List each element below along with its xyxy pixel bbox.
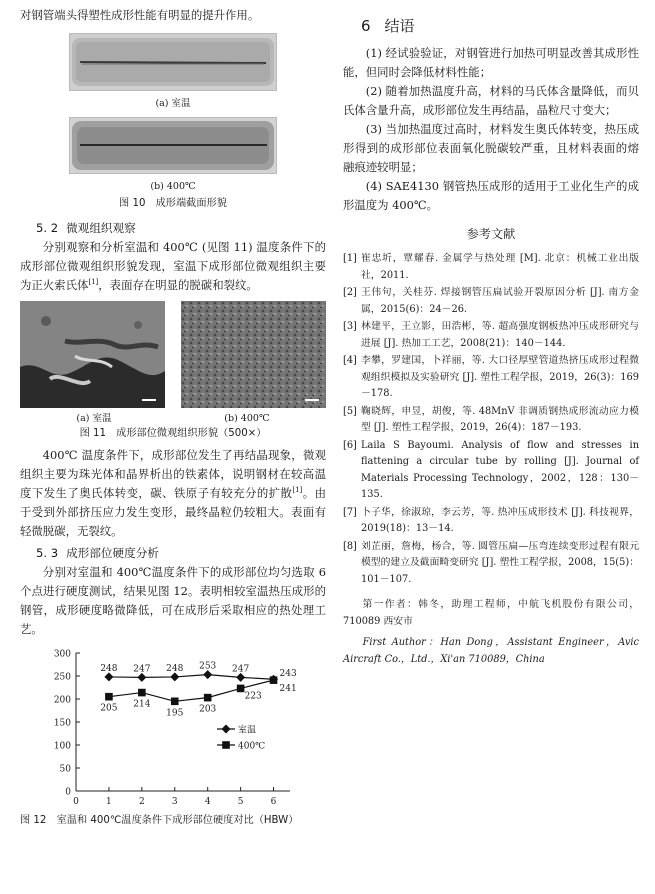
- fig11-sub-b: (b) 400℃: [224, 413, 270, 424]
- conclusion-item: (2) 随着加热温度升高，材料的马氏体含量降低，而贝氏体含量升高，成形部位发生再结晶，晶粒尺寸变大；: [343, 84, 639, 117]
- section-number: 5. 3: [36, 546, 59, 560]
- x-tick-label: 2: [138, 797, 145, 807]
- data-label: 243: [279, 669, 297, 680]
- section-title: 微观组织观察: [66, 221, 136, 235]
- data-label: 214: [133, 699, 151, 710]
- data-label: 223: [244, 691, 262, 702]
- reference-item: [343, 505, 639, 538]
- cross-section-room-temp-graphic: [70, 34, 276, 90]
- reference-text: Laila S Bayoumi. Analysis of flow and stresses in flattening a circular tube by rolling [J]. Journal of Materials Processing Technology，2002，128：130－135.: [361, 439, 639, 500]
- left-column: [20, 6, 326, 829]
- data-label: 247: [232, 664, 250, 675]
- author-note-en: First Author：Han Dong，Assistant Engineer，Avic Aircraft Co.，Ltd.，Xi'an 710089，China: [343, 637, 639, 665]
- fig11-sub-a: (a) 室温: [76, 413, 112, 424]
- reference-text: 李攀，罗建国，卜祥丽，等. 大口径厚壁管道热挤压成形过程微观组织模拟及实验研究 [J]. 塑性工程学报，2019，26(3)：169－178.: [361, 355, 639, 399]
- data-label: 203: [199, 704, 217, 715]
- data-label: 195: [166, 708, 184, 719]
- micrograph-400c-graphic: [181, 301, 326, 408]
- heading-title: 结语: [384, 17, 415, 35]
- series-line-1: [109, 675, 274, 680]
- x-tick-label: 1: [106, 797, 112, 807]
- para-text: 。由于受到外部挤压应力发生变形，最终晶粒仍较粗大。表面有轻微脱碳，无裂纹。: [20, 486, 326, 538]
- references-title: 参考文献: [466, 227, 516, 241]
- data-point: [105, 693, 113, 701]
- citation: [1]: [88, 278, 99, 287]
- conclusion-item: (1) 经试验验证，对钢管进行加热可明显改善其成形性能，但同时会降低材料性能；: [343, 46, 639, 79]
- conclusions-list: [343, 44, 639, 215]
- reference-number: [8]: [343, 540, 357, 552]
- data-label: 205: [100, 703, 118, 714]
- data-label: 248: [166, 663, 184, 674]
- cross-section-400c-graphic: [70, 118, 276, 173]
- data-label: 241: [279, 684, 297, 695]
- reference-text: 卜子华，徐淑琼，李云芳，等. 热冲压成形技术 [J]. 科技视界，2019(18)：13－14.: [361, 506, 639, 534]
- fig11-title: 图 11 成形部位微观组织形貌（500×）: [79, 428, 267, 439]
- y-tick-label: 200: [53, 695, 71, 706]
- cross-section-photo-400c: [69, 117, 277, 174]
- data-label: 248: [100, 663, 118, 674]
- reference-item: [343, 539, 639, 589]
- legend-marker: [222, 725, 231, 734]
- reference-item: [343, 251, 639, 284]
- data-point: [204, 694, 212, 702]
- section-title: 成形部位硬度分析: [66, 546, 159, 560]
- reference-number: [5]: [343, 405, 357, 417]
- para-text: 400℃ 温度条件下，成形部位发生了再结晶现象，微观组织主要为珠光体和晶界析出的铁素体，说明钢材在较高温度下发生了奥氏体转变，碳、铁原子有较充分的扩散: [20, 448, 326, 500]
- data-label: 247: [133, 664, 151, 675]
- legend-label: 室温: [238, 725, 257, 736]
- references-list: [343, 251, 639, 588]
- y-tick-label: 300: [53, 649, 71, 660]
- reference-number: [2]: [343, 287, 357, 298]
- data-point: [138, 689, 146, 697]
- y-tick-label: 250: [53, 672, 71, 683]
- fig10-title: 图 10 成形端截面形貌: [119, 198, 227, 209]
- para-text: 分别观察和分析室温和 400℃ (见图 11) 温度条件下的成形部位微观组织形貌发现，室温下成形部位微观组织主要为正火索氏体: [20, 240, 326, 292]
- y-tick-label: 150: [53, 718, 71, 729]
- micrograph-400c: [181, 301, 326, 408]
- legend-label: 400℃: [238, 741, 266, 752]
- reference-item: [343, 404, 639, 437]
- micrograph-room-temp: [20, 301, 165, 408]
- reference-number: [6]: [343, 439, 357, 451]
- reference-text: 林建平，王立影，田浩彬，等. 超高强度钢板热冲压成形研究与进展 [J]. 热加工工艺，2008(21)：140－144.: [361, 321, 639, 349]
- x-tick-label: 0: [73, 797, 79, 807]
- reference-text: 鞠晓辉，申昱，胡俊，等. 48MnV 非调质钢热成形流动应力模型 [J]. 塑性工程学报，2019，26(4)：187－193.: [361, 405, 639, 433]
- legend-marker: [222, 741, 230, 749]
- y-tick-label: 0: [65, 787, 71, 798]
- reference-number: [3]: [343, 321, 357, 332]
- reference-item: [343, 319, 639, 352]
- para-text: ，表面存在明显的脱碳和裂纹。: [98, 278, 258, 292]
- fig11-sub-caption-row: [20, 412, 326, 426]
- section-5-3-heading: [36, 543, 326, 563]
- reference-item: [343, 353, 639, 403]
- y-tick-label: 100: [53, 741, 71, 752]
- micrograph-row: [20, 301, 326, 408]
- x-tick-label: 4: [204, 797, 211, 807]
- fig12-title: 图 12 室温和 400℃温度条件下成形部位硬度对比（HBW）: [20, 815, 299, 826]
- conclusion-item: (4) SAE4130 钢管热压成形的适用于工业化生产的成形温度为 400℃。: [343, 179, 639, 212]
- y-tick-label: 50: [59, 764, 71, 775]
- reference-number: [1]: [343, 253, 357, 264]
- section-5-2-paragraph: [20, 238, 326, 295]
- reference-text: 刘芷丽，詹梅，杨合，等. 圆管压扁—压弯连续变形过程有限元模型的建立及截面畸变研究 [J]. 塑性工程学报，2008，15(5)：101－107.: [361, 540, 639, 585]
- conclusion-item: (3) 当加热温度过高时，材料发生奥氏体转变，热压成形得到的成形部位表面氧化脱碳较严重，且材料表面的熔融痕迹较明显；: [343, 122, 639, 174]
- intro-line: 对钢管端头得塑性成形性能有明显的提升作用。: [20, 8, 260, 22]
- reference-number: [7]: [343, 506, 357, 518]
- x-tick-label: 3: [171, 797, 178, 807]
- fig10-sub-b: (b) 400℃: [150, 181, 196, 192]
- reference-text: 崔忠圻，覃耀春. 金属学与热处理 [M]. 北京：机械工业出版社，2011.: [361, 253, 639, 281]
- right-column: [343, 14, 639, 668]
- conclusion-heading: [361, 14, 639, 38]
- data-point: [270, 676, 278, 684]
- cross-section-photo-room-temp: [69, 33, 277, 91]
- hardness-chart: [20, 645, 326, 811]
- micrograph-room-temp-graphic: [20, 301, 165, 408]
- paragraph-400c-analysis: [20, 446, 326, 541]
- data-label: 253: [199, 661, 217, 672]
- reference-text: 王伟句，关桂芬. 焊接钢管压扁试验开裂原因分析 [J]. 南方金属，2015(6)：24－26.: [361, 287, 639, 315]
- section-5-3-paragraph: 分别对室温和 400℃温度条件下的成形部位均匀选取 6 个点进行硬度测试，结果见图 12。表明相较室温热压成形的钢管，成形硬度略微降低，可在成形后采取相应的热处理工艺。: [20, 565, 326, 636]
- author-note-cn: 第一作者：韩冬，助理工程师，中航飞机股份有限公司，710089 西安市: [343, 599, 639, 627]
- section-5-2-heading: [36, 218, 326, 238]
- section-number: 5. 2: [36, 221, 59, 235]
- fig10-sub-a: (a) 室温: [155, 98, 191, 109]
- data-point: [237, 685, 245, 693]
- x-tick-label: 6: [270, 797, 277, 807]
- reference-item: [343, 438, 639, 504]
- reference-number: [4]: [343, 355, 357, 366]
- citation: [1]: [292, 486, 303, 495]
- data-point: [171, 698, 179, 706]
- heading-number: 6: [361, 17, 371, 35]
- reference-item: [343, 285, 639, 318]
- x-tick-label: 5: [237, 797, 244, 807]
